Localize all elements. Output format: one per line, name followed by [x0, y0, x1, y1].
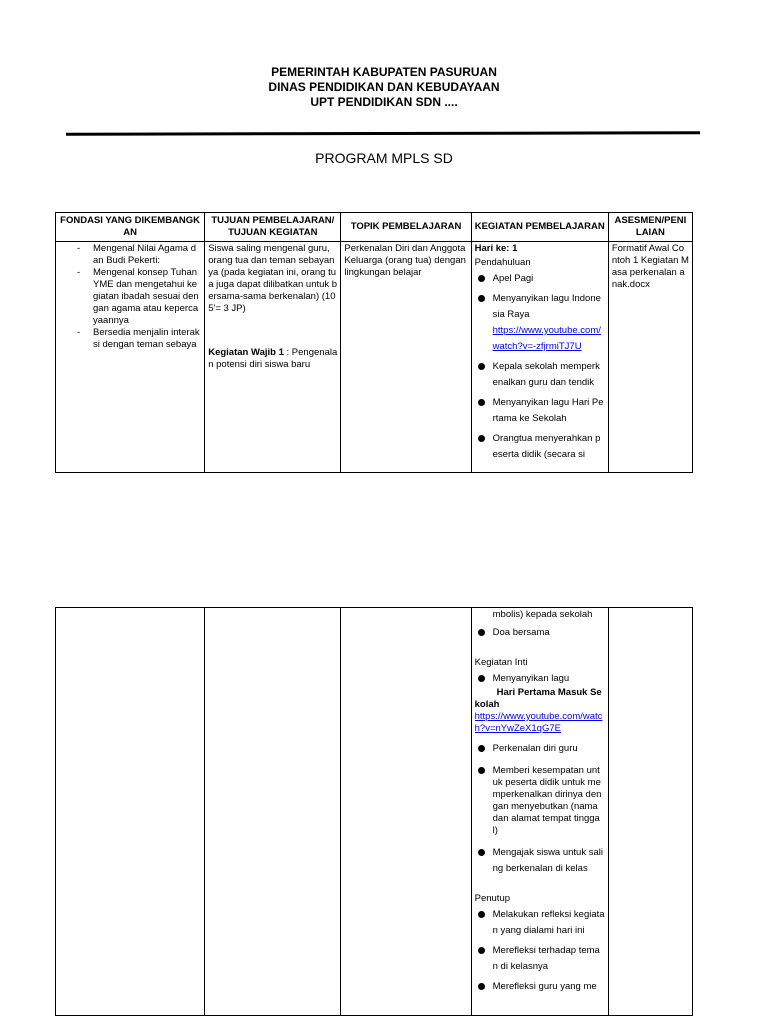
- col-header-kegiatan: KEGIATAN PEMBELAJARAN: [471, 213, 608, 242]
- list-item: [475, 291, 605, 355]
- penutup-label: Penutup: [474, 893, 511, 904]
- list-item: Doa bersama: [475, 625, 605, 641]
- list-item: Orangtua menyerahkan peserta didik (secara si: [475, 431, 605, 463]
- cell-fondasi: [56, 242, 205, 473]
- asesmen-text: Formatif Awal Contoh 1 Kegiatan Masa perkenalan anak.docx: [611, 243, 689, 290]
- header-line-2: DINAS PENDIDIKAN DAN KEBUDAYAAN: [268, 80, 500, 94]
- list-item: Kepala sekolah memperkenalkan guru dan tendik: [475, 359, 605, 391]
- kegiatan-inti-label: Kegiatan Inti: [474, 657, 528, 668]
- cell-tujuan: [205, 242, 341, 473]
- cell-kegiatan-cont: [471, 608, 608, 1016]
- list-item: Memberi kesempatan untuk peserta didik untuk memperkenalkan dirinya dengan menyebutkan (nama dan alamat tempat tinggal): [475, 765, 605, 837]
- kegiatan-wajib-label: Kegiatan Wajib 1: [208, 347, 284, 358]
- header-line-1: PEMERINTAH KABUPATEN PASURUAN: [271, 65, 497, 79]
- list-item: Perkenalan diri guru: [475, 741, 605, 757]
- song-title: Hari Pertama Masuk Sekolah: [474, 687, 602, 710]
- list-item: Menyanyikan lagu: [475, 671, 605, 687]
- fondasi-item: - Mengenal Nilai Agama dan Budi Pekerti:: [93, 243, 201, 267]
- cell-kegiatan: [471, 242, 608, 473]
- col-header-asesmen: ASESMEN/PENILAIAN: [608, 213, 692, 242]
- kegiatan-wajib-text: : Pengenalan potensi diri siswa baru: [208, 347, 338, 370]
- kegiatan-wajib: [208, 347, 337, 371]
- mpls-table: [55, 212, 693, 473]
- list-item: Mengajak siswa untuk saling berkenalan di kelas: [475, 845, 605, 877]
- list-item: Apel Pagi: [475, 271, 605, 287]
- list-item: Menyanyikan lagu Hari Pertama ke Sekolah: [475, 395, 605, 427]
- youtube-link-indonesia-raya[interactable]: https://www.youtube.com/watch?v=-zfjrmiTJ7U: [492, 325, 601, 352]
- cell-tujuan-cont: [205, 608, 341, 1016]
- topik-text: Perkenalan Diri dan Anggota Keluarga (orang tua) dengan lingkungan belajar: [344, 243, 466, 278]
- col-header-topik: TOPIK PEMBELAJARAN: [341, 213, 471, 242]
- hari-label: Hari ke: 1: [474, 243, 518, 254]
- list-item: Merefleksi terhadap teman di kelasnya: [475, 943, 605, 975]
- mpls-table-continued: [55, 607, 693, 1016]
- cell-fondasi-cont: [56, 608, 205, 1016]
- header-divider: [66, 131, 700, 135]
- header-line-3: UPT PENDIDIKAN SDN ....: [310, 95, 458, 109]
- cell-topik-cont: [341, 608, 471, 1016]
- list-item-text: Menyanyikan lagu Indonesia Raya: [492, 293, 601, 320]
- tujuan-text: Siswa saling mengenal guru, orang tua dan teman sebayanya (pada kegiatan ini, orang tua juga dapat dilibatkan untuk bersama-sama berkenalan) (105'= 3 JP): [208, 243, 338, 314]
- list-item: Melakukan refleksi kegiatan yang dialami hari ini: [475, 907, 605, 939]
- list-item: Merefleksi guru yang me: [475, 979, 605, 995]
- cell-topik: [341, 242, 471, 473]
- list-item-continued: mbolis) kepada sekolah: [492, 609, 593, 620]
- col-header-fondasi: FONDASI YANG DIKEMBANGKAN: [56, 213, 205, 242]
- fondasi-item: - Bersedia menjalin interaksi dengan teman sebaya: [93, 327, 201, 351]
- youtube-link-hari-pertama[interactable]: https://www.youtube.com/watch?v=nYwZeX1qG7E: [474, 711, 603, 734]
- cell-asesmen-cont: [608, 608, 692, 1016]
- fondasi-item: - Mengenal konsep Tuhan YME dan mengetahui kegiatan ibadah sesuai dengan agama atau kepercayaannya: [93, 267, 201, 327]
- col-header-tujuan: TUJUAN PEMBELAJARAN/ TUJUAN KEGIATAN: [205, 213, 341, 242]
- cell-asesmen: [608, 242, 692, 473]
- page-title: PROGRAM MPLS SD: [315, 150, 453, 166]
- pendahuluan-label: Pendahuluan: [474, 257, 531, 268]
